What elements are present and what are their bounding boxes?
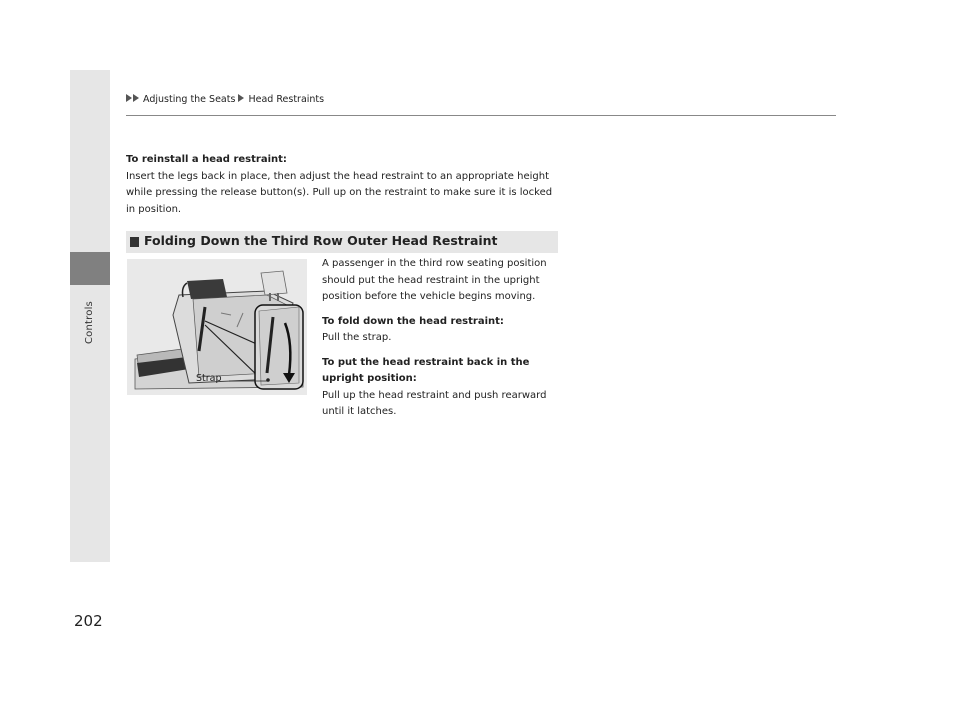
upright-heading-line: upright position: [322, 373, 417, 384]
header-rule [126, 115, 836, 116]
sidebar-section-label: Controls [84, 301, 95, 344]
section-title: Folding Down the Third Row Outer Head Restraint [144, 233, 498, 248]
breadcrumb-item[interactable]: Adjusting the Seats [143, 94, 236, 105]
breadcrumb [126, 94, 324, 105]
breadcrumb-arrow-icon [238, 94, 244, 102]
reinstall-heading: To reinstall a head restraint: [126, 154, 287, 165]
upright-heading-line: To put the head restraint back in the [322, 356, 530, 368]
fold-intro-line: should put the head restraint in the upright [322, 274, 540, 286]
fold-instructions [322, 256, 562, 421]
section-heading-bar [126, 231, 558, 253]
upright-body-line: Pull up the head restraint and push rearward [322, 389, 547, 401]
upright-body-line: until it latches. [322, 406, 397, 417]
page-number: 202 [74, 612, 103, 630]
fold-body: Pull the strap. [322, 332, 392, 343]
breadcrumb-arrow-icon [133, 94, 139, 102]
reinstall-line: in position. [126, 203, 182, 215]
strap-label: Strap [196, 373, 222, 384]
reinstall-line: while pressing the release button(s). Pull up on the restraint to make sure it is locked [126, 187, 553, 198]
reinstall-section [126, 152, 566, 218]
reinstall-line: Insert the legs back in place, then adjust the head restraint to an appropriate height [126, 170, 549, 182]
side-tab-marker [70, 252, 110, 285]
fold-intro-line: A passenger in the third row seating position [322, 258, 547, 269]
fold-heading: To fold down the head restraint: [322, 315, 504, 327]
fold-intro-line: position before the vehicle begins moving. [322, 291, 536, 302]
breadcrumb-item[interactable]: Head Restraints [248, 94, 325, 105]
section-square-icon [130, 237, 139, 247]
breadcrumb-arrow-icon [126, 94, 132, 102]
